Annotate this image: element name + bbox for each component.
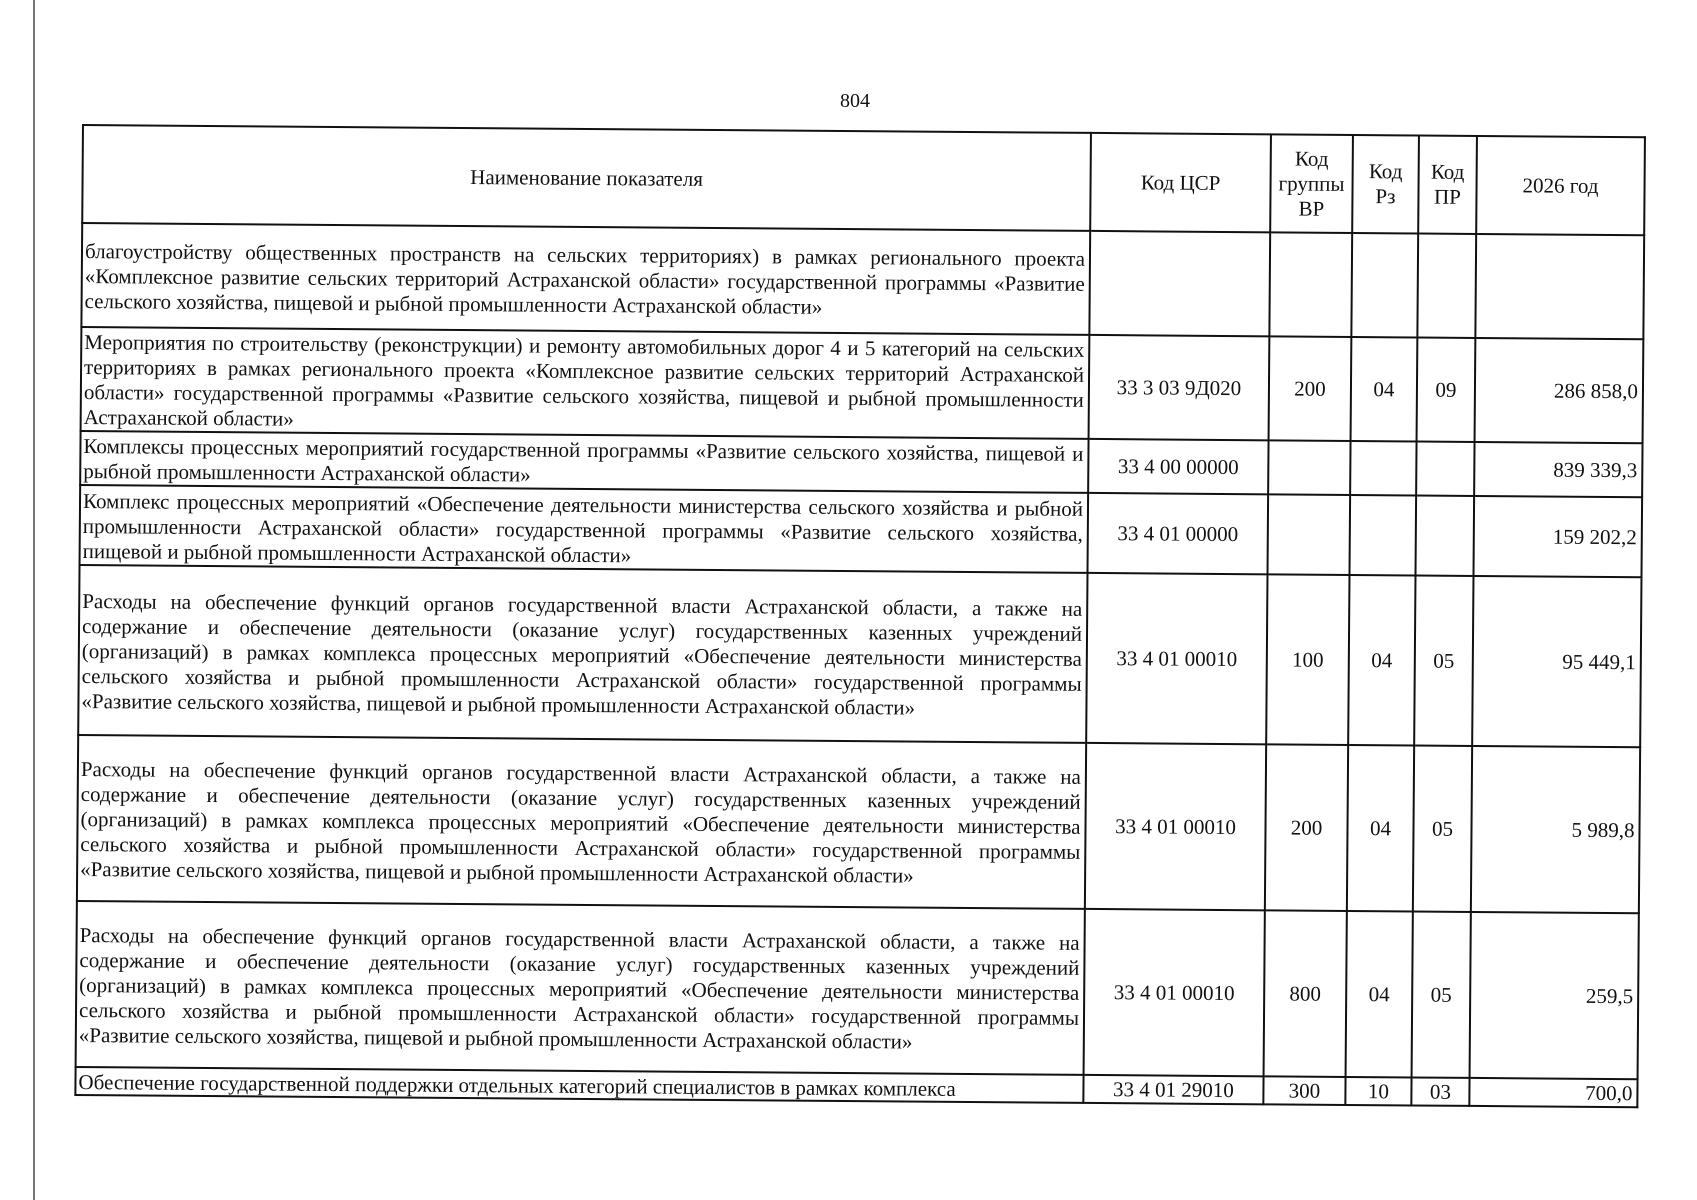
header-vr-code: Код группы ВР bbox=[1270, 134, 1353, 233]
pr-code-cell bbox=[1417, 233, 1476, 337]
csr-code-cell: 33 4 01 00010 bbox=[1084, 909, 1265, 1076]
budget-table bbox=[74, 124, 1646, 1108]
table-row bbox=[76, 901, 1639, 1079]
indicator-name-cell: Мероприятия по строительству (реконструкции) и ремонту автомобильных дорог 4 и 5 категорий на сельских территориях в рамках регионального проекта «Комплексное развитие сельских территорий Астраханской области» государственной программы «Развитие сельского хозяйства, пищевой и рыбной промышленности Астраханской области» bbox=[81, 327, 1090, 439]
vr-code-cell: 300 bbox=[1263, 1076, 1345, 1105]
rz-code-cell: 04 bbox=[1346, 911, 1413, 1078]
vr-code-cell bbox=[1268, 440, 1350, 495]
pr-code-cell: 09 bbox=[1417, 337, 1476, 441]
pr-code-cell: 05 bbox=[1412, 911, 1471, 1077]
csr-code-cell: 33 4 00 00000 bbox=[1088, 439, 1268, 494]
vr-code-cell: 100 bbox=[1266, 574, 1349, 745]
amount-cell: 286 858,0 bbox=[1475, 338, 1644, 443]
rz-code-cell bbox=[1350, 441, 1416, 496]
vr-code-cell: 200 bbox=[1269, 336, 1352, 441]
header-pr-code: Код ПР bbox=[1418, 136, 1477, 234]
vr-code-cell: 200 bbox=[1265, 744, 1348, 911]
table-row bbox=[77, 735, 1640, 913]
pr-code-cell bbox=[1416, 441, 1474, 495]
rz-code-cell bbox=[1349, 495, 1416, 576]
csr-code-cell: 33 3 03 9Д020 bbox=[1089, 335, 1270, 440]
indicator-name-cell: Комплекс процессных мероприятий «Обеспечение деятельности министерства сельского хозяйства и рыбной промышленности Астраханской области» государственной программы «Развитие сельского хозяйства, пищевой и рыбной промышленности Астраханской области» bbox=[80, 485, 1089, 573]
amount-cell: 259,5 bbox=[1470, 912, 1639, 1079]
amount-cell: 159 202,2 bbox=[1473, 496, 1642, 577]
table-row bbox=[80, 485, 1643, 577]
header-year-2026: 2026 год bbox=[1476, 136, 1645, 235]
vr-code-cell bbox=[1269, 232, 1352, 337]
table-row bbox=[81, 223, 1644, 339]
vr-code-cell: 800 bbox=[1264, 910, 1347, 1077]
rz-code-cell: 04 bbox=[1348, 575, 1415, 746]
indicator-name-cell: Обеспечение государственной поддержки отдельных категорий специалистов в рамках комплекса bbox=[75, 1067, 1083, 1103]
indicator-name-cell: Комплексы процессных мероприятий государственной программы «Развитие сельского хозяйства, пищевой и рыбной промышленности Астраханской области» bbox=[80, 431, 1088, 493]
header-indicator-name: Наименование показателя bbox=[82, 125, 1091, 231]
left-margin-rule bbox=[33, 0, 35, 1200]
pr-code-cell: 03 bbox=[1411, 1077, 1469, 1105]
amount-cell bbox=[1475, 234, 1644, 339]
rz-code-cell bbox=[1351, 233, 1418, 338]
indicator-name-cell: Расходы на обеспечение функций органов государственной власти Астраханской области, а также на содержание и обеспечение деятельности (оказание услуг) государственных казенных учреждений (организаций) в рамках комплекса процессных мероприятий «Обеспечение деятельности министерства сельского хозяйства и рыбной промышленности Астраханской области» государственной программы «Развитие сельского хозяйства, пищевой и рыбной промышленности Астраханской области» bbox=[78, 565, 1087, 743]
amount-cell: 95 449,1 bbox=[1472, 576, 1641, 747]
rz-code-cell: 10 bbox=[1345, 1077, 1411, 1106]
header-csr-code: Код ЦСР bbox=[1090, 133, 1271, 232]
amount-cell: 5 989,8 bbox=[1471, 746, 1640, 913]
table-row bbox=[81, 327, 1644, 443]
csr-code-cell: 33 4 01 00000 bbox=[1088, 493, 1269, 574]
pr-code-cell: 05 bbox=[1414, 575, 1473, 745]
indicator-name-cell: Расходы на обеспечение функций органов государственной власти Астраханской области, а также на содержание и обеспечение деятельности (оказание услуг) государственных казенных учреждений (организаций) в рамках комплекса процессных мероприятий «Обеспечение деятельности министерства сельского хозяйства и рыбной промышленности Астраханской области» государственной программы «Развитие сельского хозяйства, пищевой и рыбной промышленности Астраханской области» bbox=[77, 735, 1086, 909]
csr-code-cell: 33 4 01 00010 bbox=[1086, 573, 1267, 744]
table-row bbox=[78, 565, 1641, 747]
indicator-name-cell: благоустройству общественных пространств на сельских территориях) в рамках регионального проекта «Комплексное развитие сельских территорий Астраханской области» государственной программы «Развитие сельского хозяйства, пищевой и рыбной промышленности Астраханской области» bbox=[81, 223, 1090, 335]
csr-code-cell: 33 4 01 00010 bbox=[1085, 743, 1266, 910]
indicator-name-cell: Расходы на обеспечение функций органов государственной власти Астраханской области, а также на содержание и обеспечение деятельности (оказание услуг) государственных казенных учреждений (организаций) в рамках комплекса процессных мероприятий «Обеспечение деятельности министерства сельского хозяйства и рыбной промышленности Астраханской области» государственной программы «Развитие сельского хозяйства, пищевой и рыбной промышленности Астраханской области» bbox=[76, 901, 1085, 1075]
csr-code-cell bbox=[1089, 231, 1270, 336]
csr-code-cell: 33 4 01 29010 bbox=[1083, 1075, 1263, 1104]
page-number: 804 bbox=[840, 90, 870, 112]
vr-code-cell bbox=[1267, 494, 1350, 575]
pr-code-cell: 05 bbox=[1413, 745, 1472, 911]
rz-code-cell: 04 bbox=[1347, 745, 1414, 912]
header-rz-code: Код Рз bbox=[1352, 135, 1419, 234]
amount-cell: 839 339,3 bbox=[1474, 442, 1642, 497]
rz-code-cell: 04 bbox=[1351, 337, 1418, 442]
amount-cell: 700,0 bbox=[1469, 1078, 1637, 1107]
table-header-row bbox=[82, 125, 1645, 235]
pr-code-cell bbox=[1415, 495, 1474, 575]
